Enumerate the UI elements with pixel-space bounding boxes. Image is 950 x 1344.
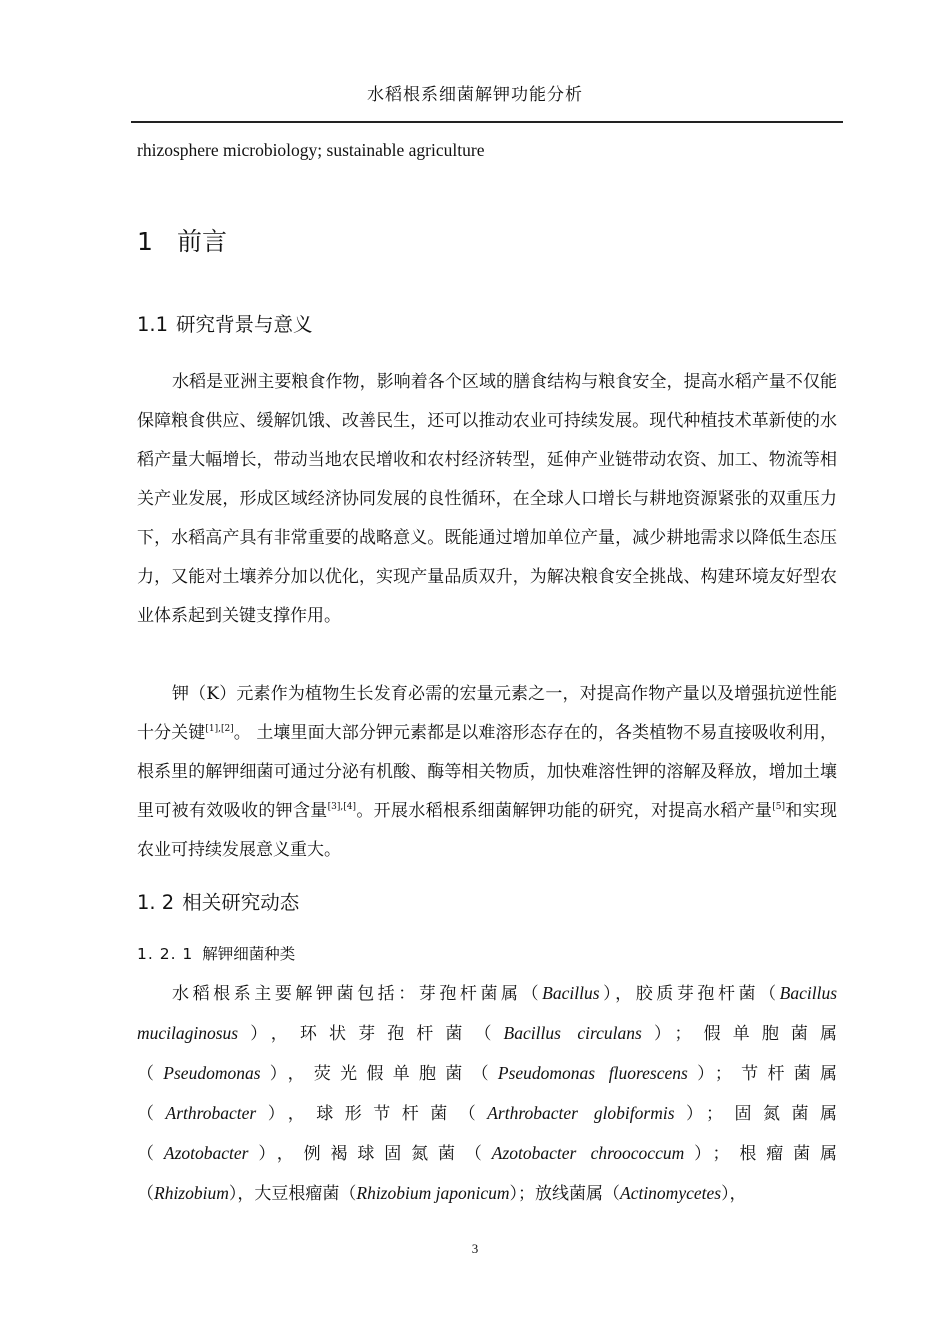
section-heading-1-1 <box>137 309 313 337</box>
taxon-name: Actinomycetes <box>620 1183 722 1203</box>
citation: [3],[4] <box>327 802 356 812</box>
text-run: （ <box>137 1104 166 1124</box>
text-run: ）；根瘤菌属 <box>684 1144 838 1164</box>
running-header: 水稻根系细菌解钾功能分析 <box>367 85 583 105</box>
taxon-name: Pseudomonas <box>163 1063 261 1083</box>
taxon-name: Rhizobium <box>154 1183 229 1203</box>
page-number: 3 <box>471 1241 479 1256</box>
taxon-name: mucilaginosus <box>137 1023 239 1043</box>
text-run: ），荧光假单胞菌（ <box>260 1064 498 1084</box>
text-run: （ <box>137 1144 164 1164</box>
text-run: ）；固氮菌属 <box>674 1104 838 1124</box>
section-heading-1-2 <box>137 887 299 915</box>
text-run: ），大豆根瘤菌（ <box>228 1184 357 1204</box>
text-run: ）， <box>721 1184 747 1204</box>
text-run: 。开展水稻根系细菌解钾功能的研究，对提高水稻产量 <box>356 801 773 821</box>
text-run: ）；节杆菌属 <box>687 1064 838 1084</box>
taxon-name: Bacillus circulans <box>503 1023 642 1043</box>
section-heading-1-2-1 <box>137 942 295 964</box>
section-title: 解钾细菌种类 <box>202 945 296 963</box>
text-run: ）；放线菌属（ <box>509 1184 620 1204</box>
section-title: 相关研究动态 <box>182 891 300 914</box>
taxon-name: Azotobacter <box>163 1143 249 1163</box>
taxon-name: Arthrobacter <box>165 1103 257 1123</box>
section-number: 1. 2 <box>137 891 175 914</box>
paragraph-background: 水稻是亚洲主要粮食作物，影响着各个区域的膳食结构与粮食安全，提高水稻产量不仅能保障粮食供应、缓解饥饿、改善民生，还可以推动农业可持续发展。现代种植技术革新使的水稻产量大幅增长，带动当地农民增收和农村经济转型，延伸产业链带动农资、加工、物流等相关产业发展，形成区域经济协同发展的良性循环，在全球人口增长与耕地资源紧张的双重压力下，水稻高产具有非常重要的战略意义。既能通过增加单位产量，减少耕地需求以降低生态压力，又能对土壤养分加以优化，实现产量品质双升，为解决粮食安全挑战、构建环境友好型农业体系起到关键支撑作用。 <box>137 372 837 626</box>
text-run: （ <box>137 1184 154 1204</box>
citation: [5] <box>772 802 786 812</box>
section-number: 1 <box>137 227 153 256</box>
text-run: 和实现农业可持续发展意义重大。 <box>137 801 838 860</box>
taxon-name: Bacillus <box>542 983 600 1003</box>
section-number: 1. 2. 1 <box>137 945 194 963</box>
text-run: ），球形节杆菌（ <box>256 1104 488 1124</box>
taxon-name: Pseudomonas fluorescens <box>497 1063 688 1083</box>
section-heading-1 <box>137 222 227 258</box>
paragraph-bacteria-species <box>137 974 837 1214</box>
text-run: 钾（K）元素作为植物生长发育必需的宏量元素之一，对提高作物产量以及增强抗逆性能十分关键 <box>137 684 837 743</box>
paragraph-potassium <box>137 675 837 870</box>
section-number: 1.1 <box>137 313 169 336</box>
text-run: ），例褐球固氮菌（ <box>248 1144 492 1164</box>
text-run: 。 土壤里面大部分钾元素都是以难溶形态存在的，各类植物不易直接吸收利用，根系里的解钾细菌可通过分泌有机酸、酶等相关物质，加快难溶性钾的溶解及释放，增加土壤里可被有效吸收的钾含量 <box>137 723 838 821</box>
text-run: 水稻根系主要解钾菌包括：芽孢杆菌属（ <box>172 984 543 1004</box>
keywords-tail: rhizosphere microbiology; sustainable agriculture <box>137 140 485 160</box>
header-rule <box>131 121 843 123</box>
taxon-name: Arthrobacter globiformis <box>487 1103 675 1123</box>
text-run: ）；假单胞菌属 <box>641 1024 838 1044</box>
text-run: （ <box>137 1064 164 1084</box>
text-run: ），环状芽孢杆菌（ <box>238 1024 504 1044</box>
text-run: ），胶质芽孢杆菌（ <box>599 984 780 1004</box>
section-title: 研究背景与意义 <box>176 313 313 336</box>
section-title: 前言 <box>177 227 228 256</box>
taxon-name: Rhizobium japonicum <box>356 1183 510 1203</box>
citation: [1],[2] <box>205 724 234 734</box>
taxon-name: Azotobacter chroococcum <box>491 1143 685 1163</box>
taxon-name: Bacillus <box>779 983 838 1003</box>
